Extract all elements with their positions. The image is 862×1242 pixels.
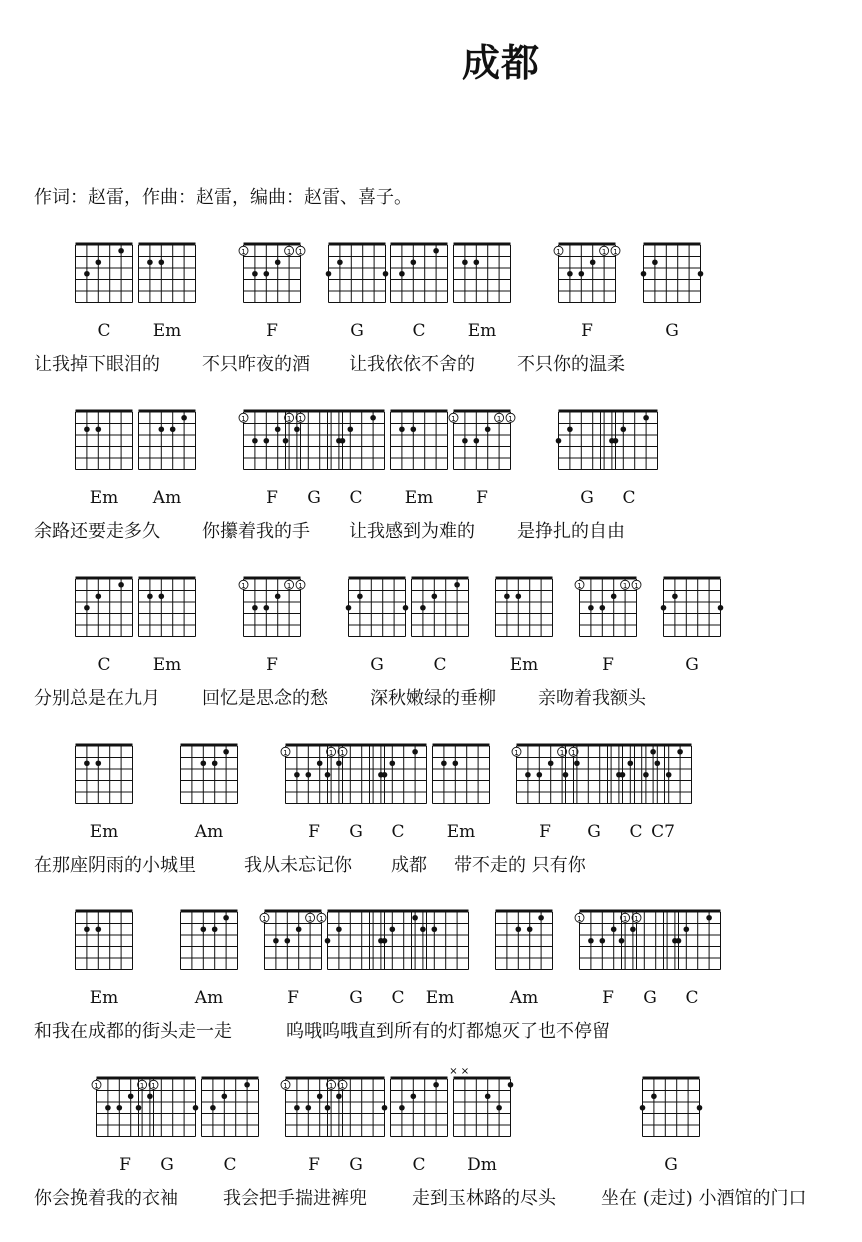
- chord-name: Am: [194, 988, 224, 1008]
- svg-text:1: 1: [571, 748, 576, 757]
- chord-name: F: [308, 1155, 320, 1175]
- svg-text:1: 1: [94, 1081, 99, 1090]
- lyric-phrase: 成都: [391, 855, 427, 876]
- svg-text:1: 1: [139, 1081, 145, 1090]
- chord-diagram-g: [640, 1077, 703, 1137]
- chord-name: Am: [152, 488, 182, 508]
- chord-name: G: [643, 988, 657, 1008]
- lyric-phrase: 带不走的 只有你: [454, 855, 586, 876]
- lyric-phrase: 余路还要走多久: [34, 521, 160, 542]
- svg-text:1: 1: [241, 247, 246, 256]
- chord-diagram-f: [92, 1077, 158, 1137]
- lyric-phrase: 我会把手揣进裤兜: [223, 1188, 367, 1209]
- chord-name: G: [665, 321, 679, 341]
- svg-text:1: 1: [283, 1081, 288, 1090]
- chord-name: F: [602, 988, 614, 1008]
- chord-diagram-am: [139, 410, 196, 470]
- svg-text:1: 1: [286, 414, 292, 423]
- chord-diagram-g: [556, 410, 619, 470]
- chord-name: G: [349, 1155, 363, 1175]
- chord-diagram-g: [326, 243, 389, 303]
- chord-diagram-em: [76, 410, 133, 470]
- chord-diagram-f: [239, 410, 305, 470]
- chord-diagram-c7: [635, 744, 692, 804]
- chord-name: C7: [651, 822, 675, 842]
- svg-text:1: 1: [622, 914, 628, 923]
- chord-name: C: [349, 488, 363, 508]
- line-1: [0, 241, 862, 408]
- chord-name: Em: [446, 822, 476, 842]
- chord-name: C: [412, 321, 426, 341]
- svg-text:×: ×: [449, 1066, 458, 1077]
- chord-name: Em: [89, 488, 119, 508]
- chord-name: F: [266, 488, 278, 508]
- svg-text:1: 1: [286, 581, 292, 590]
- chord-name: G: [160, 1155, 174, 1175]
- chord-name: Em: [509, 655, 539, 675]
- svg-text:1: 1: [508, 414, 513, 423]
- chord-diagram-row: [0, 241, 862, 303]
- svg-text:1: 1: [286, 247, 292, 256]
- chord-diagram-em: [139, 577, 196, 637]
- svg-text:1: 1: [577, 581, 582, 590]
- chord-diagram-em: [391, 410, 448, 470]
- svg-text:1: 1: [298, 247, 303, 256]
- svg-text:1: 1: [556, 247, 561, 256]
- chord-name: C: [223, 1155, 237, 1175]
- chord-name: C: [685, 988, 699, 1008]
- chord-name: F: [539, 822, 551, 842]
- svg-text:1: 1: [319, 914, 324, 923]
- chord-diagram-c: [328, 410, 385, 470]
- chord-diagram-c: [391, 243, 448, 303]
- line-2: [0, 408, 862, 575]
- chord-diagram-c: [202, 1077, 259, 1137]
- chord-diagram-g: [346, 577, 409, 637]
- chord-diagram-em: [496, 577, 553, 637]
- chord-diagram-dm: [449, 1066, 513, 1137]
- chord-name: Dm: [467, 1155, 497, 1175]
- chord-diagram-g: [325, 910, 388, 970]
- chord-name: G: [664, 1155, 678, 1175]
- chord-name: G: [349, 822, 363, 842]
- chord-diagram-f: [260, 910, 326, 970]
- lyric-phrase: 亲吻着我额头: [538, 688, 646, 709]
- chord-diagram-f: [512, 744, 578, 804]
- chord-name: C: [622, 488, 636, 508]
- chord-diagram-c: [664, 910, 721, 970]
- lyric-phrase: 走到玉林路的尽头: [412, 1188, 556, 1209]
- chord-name: C: [391, 822, 405, 842]
- chord-diagram-f: [281, 1077, 347, 1137]
- chord-name: G: [349, 988, 363, 1008]
- chord-name: C: [97, 321, 111, 341]
- lyric-phrase: 回忆是思念的愁: [202, 688, 328, 709]
- chord-name: Em: [152, 655, 182, 675]
- chord-diagram-c: [76, 577, 133, 637]
- svg-text:1: 1: [634, 914, 639, 923]
- svg-text:1: 1: [496, 414, 502, 423]
- lyric-phrase: 是挣扎的自由: [517, 521, 625, 542]
- chord-diagram-row: [0, 1066, 862, 1137]
- svg-text:1: 1: [241, 414, 246, 423]
- chord-diagram-row: [0, 408, 862, 470]
- chord-name: F: [308, 822, 320, 842]
- chord-diagram-am: [181, 744, 238, 804]
- song-credits: 作词：赵雷，作曲：赵雷，编曲：赵雷、喜子。: [34, 187, 412, 208]
- svg-text:1: 1: [601, 247, 607, 256]
- chord-name: F: [287, 988, 299, 1008]
- lyric-phrase: 让我感到为难的: [349, 521, 475, 542]
- chord-name: F: [119, 1155, 131, 1175]
- chord-name: C: [433, 655, 447, 675]
- svg-text:1: 1: [622, 581, 628, 590]
- svg-text:1: 1: [283, 748, 288, 757]
- svg-text:1: 1: [613, 247, 618, 256]
- lyric-phrase: 你会挽着我的衣袖: [34, 1188, 178, 1209]
- chord-diagram-c: [391, 1077, 448, 1137]
- lyric-phrase: 你攥着我的手: [202, 521, 310, 542]
- chord-diagram-f: [449, 410, 515, 470]
- svg-text:1: 1: [514, 748, 519, 757]
- chord-name: Em: [89, 988, 119, 1008]
- chord-name: Em: [404, 488, 434, 508]
- chord-diagram-em: [454, 243, 511, 303]
- chord-diagram-row: [0, 575, 862, 637]
- chord-name: C: [391, 988, 405, 1008]
- chord-diagram-em: [433, 744, 490, 804]
- svg-text:1: 1: [298, 414, 303, 423]
- svg-text:1: 1: [451, 414, 456, 423]
- line-6: [0, 1066, 862, 1242]
- chord-diagram-c: [370, 744, 427, 804]
- lyric-phrase: 和我在成都的街头走一走: [34, 1021, 232, 1042]
- chord-name: Em: [467, 321, 497, 341]
- chord-name: G: [580, 488, 594, 508]
- lyric-phrase: 呜哦呜哦直到所有的灯都熄灭了也不停留: [286, 1021, 610, 1042]
- chord-name: C: [97, 655, 111, 675]
- chord-name: F: [602, 655, 614, 675]
- chord-name: F: [581, 321, 593, 341]
- svg-text:1: 1: [151, 1081, 156, 1090]
- chord-diagram-g: [661, 577, 724, 637]
- chord-name: Am: [509, 988, 539, 1008]
- chord-diagram-row: [0, 742, 862, 804]
- chord-diagram-em: [139, 243, 196, 303]
- chord-name: G: [307, 488, 321, 508]
- lyric-phrase: 坐在 (走过) 小酒馆的门口: [601, 1188, 807, 1209]
- chord-diagram-em: [76, 744, 133, 804]
- chord-name: F: [476, 488, 488, 508]
- chord-diagram-f: [554, 243, 620, 303]
- lyric-phrase: 深秋嫩绿的垂柳: [370, 688, 496, 709]
- chord-diagram-am: [496, 910, 553, 970]
- lyric-phrase: 不只昨夜的酒: [202, 354, 310, 375]
- chord-name: F: [266, 321, 278, 341]
- chord-diagram-c: [370, 910, 427, 970]
- chord-diagram-c: [76, 243, 133, 303]
- song-title: 成都: [461, 41, 540, 85]
- chord-name: Em: [425, 988, 455, 1008]
- chord-diagram-em: [412, 910, 469, 970]
- chord-name: G: [685, 655, 699, 675]
- line-4: [0, 742, 862, 909]
- chord-diagram-c: [601, 410, 658, 470]
- svg-text:1: 1: [241, 581, 246, 590]
- svg-text:1: 1: [634, 581, 639, 590]
- chord-diagram-f: [239, 243, 305, 303]
- lyric-phrase: 在那座阴雨的小城里: [34, 855, 196, 876]
- chord-diagram-am: [181, 910, 238, 970]
- lyric-phrase: 分别总是在九月: [34, 688, 160, 709]
- chord-name: Am: [194, 822, 224, 842]
- lyric-phrase: 让我依依不舍的: [349, 354, 475, 375]
- svg-text:1: 1: [298, 581, 303, 590]
- chord-diagram-f: [281, 744, 347, 804]
- lyric-phrase: 不只你的温柔: [517, 354, 625, 375]
- svg-text:1: 1: [559, 748, 565, 757]
- chord-name: F: [266, 655, 278, 675]
- chord-diagram-f: [575, 910, 641, 970]
- chord-diagram-c: [412, 577, 469, 637]
- chord-name: C: [412, 1155, 426, 1175]
- svg-text:1: 1: [340, 748, 345, 757]
- svg-text:1: 1: [328, 1081, 334, 1090]
- line-3: [0, 575, 862, 742]
- svg-text:×: ×: [460, 1066, 470, 1077]
- chord-name: G: [587, 822, 601, 842]
- chord-name: Em: [152, 321, 182, 341]
- chord-diagram-g: [641, 243, 704, 303]
- chord-diagram-f: [575, 577, 641, 637]
- svg-text:1: 1: [307, 914, 313, 923]
- chord-name: C: [629, 822, 643, 842]
- chord-name: G: [370, 655, 384, 675]
- chord-diagram-f: [239, 577, 305, 637]
- lyric-phrase: 让我掉下眼泪的: [34, 354, 160, 375]
- line-5: [0, 908, 862, 1075]
- svg-text:1: 1: [328, 748, 334, 757]
- svg-text:1: 1: [577, 914, 582, 923]
- chord-diagram-em: [76, 910, 133, 970]
- chord-diagram-row: [0, 908, 862, 970]
- svg-text:1: 1: [340, 1081, 345, 1090]
- lyric-phrase: 我从未忘记你: [244, 855, 352, 876]
- chord-name: G: [350, 321, 364, 341]
- chord-diagram-c: [608, 744, 665, 804]
- chord-name: Em: [89, 822, 119, 842]
- svg-text:1: 1: [262, 914, 267, 923]
